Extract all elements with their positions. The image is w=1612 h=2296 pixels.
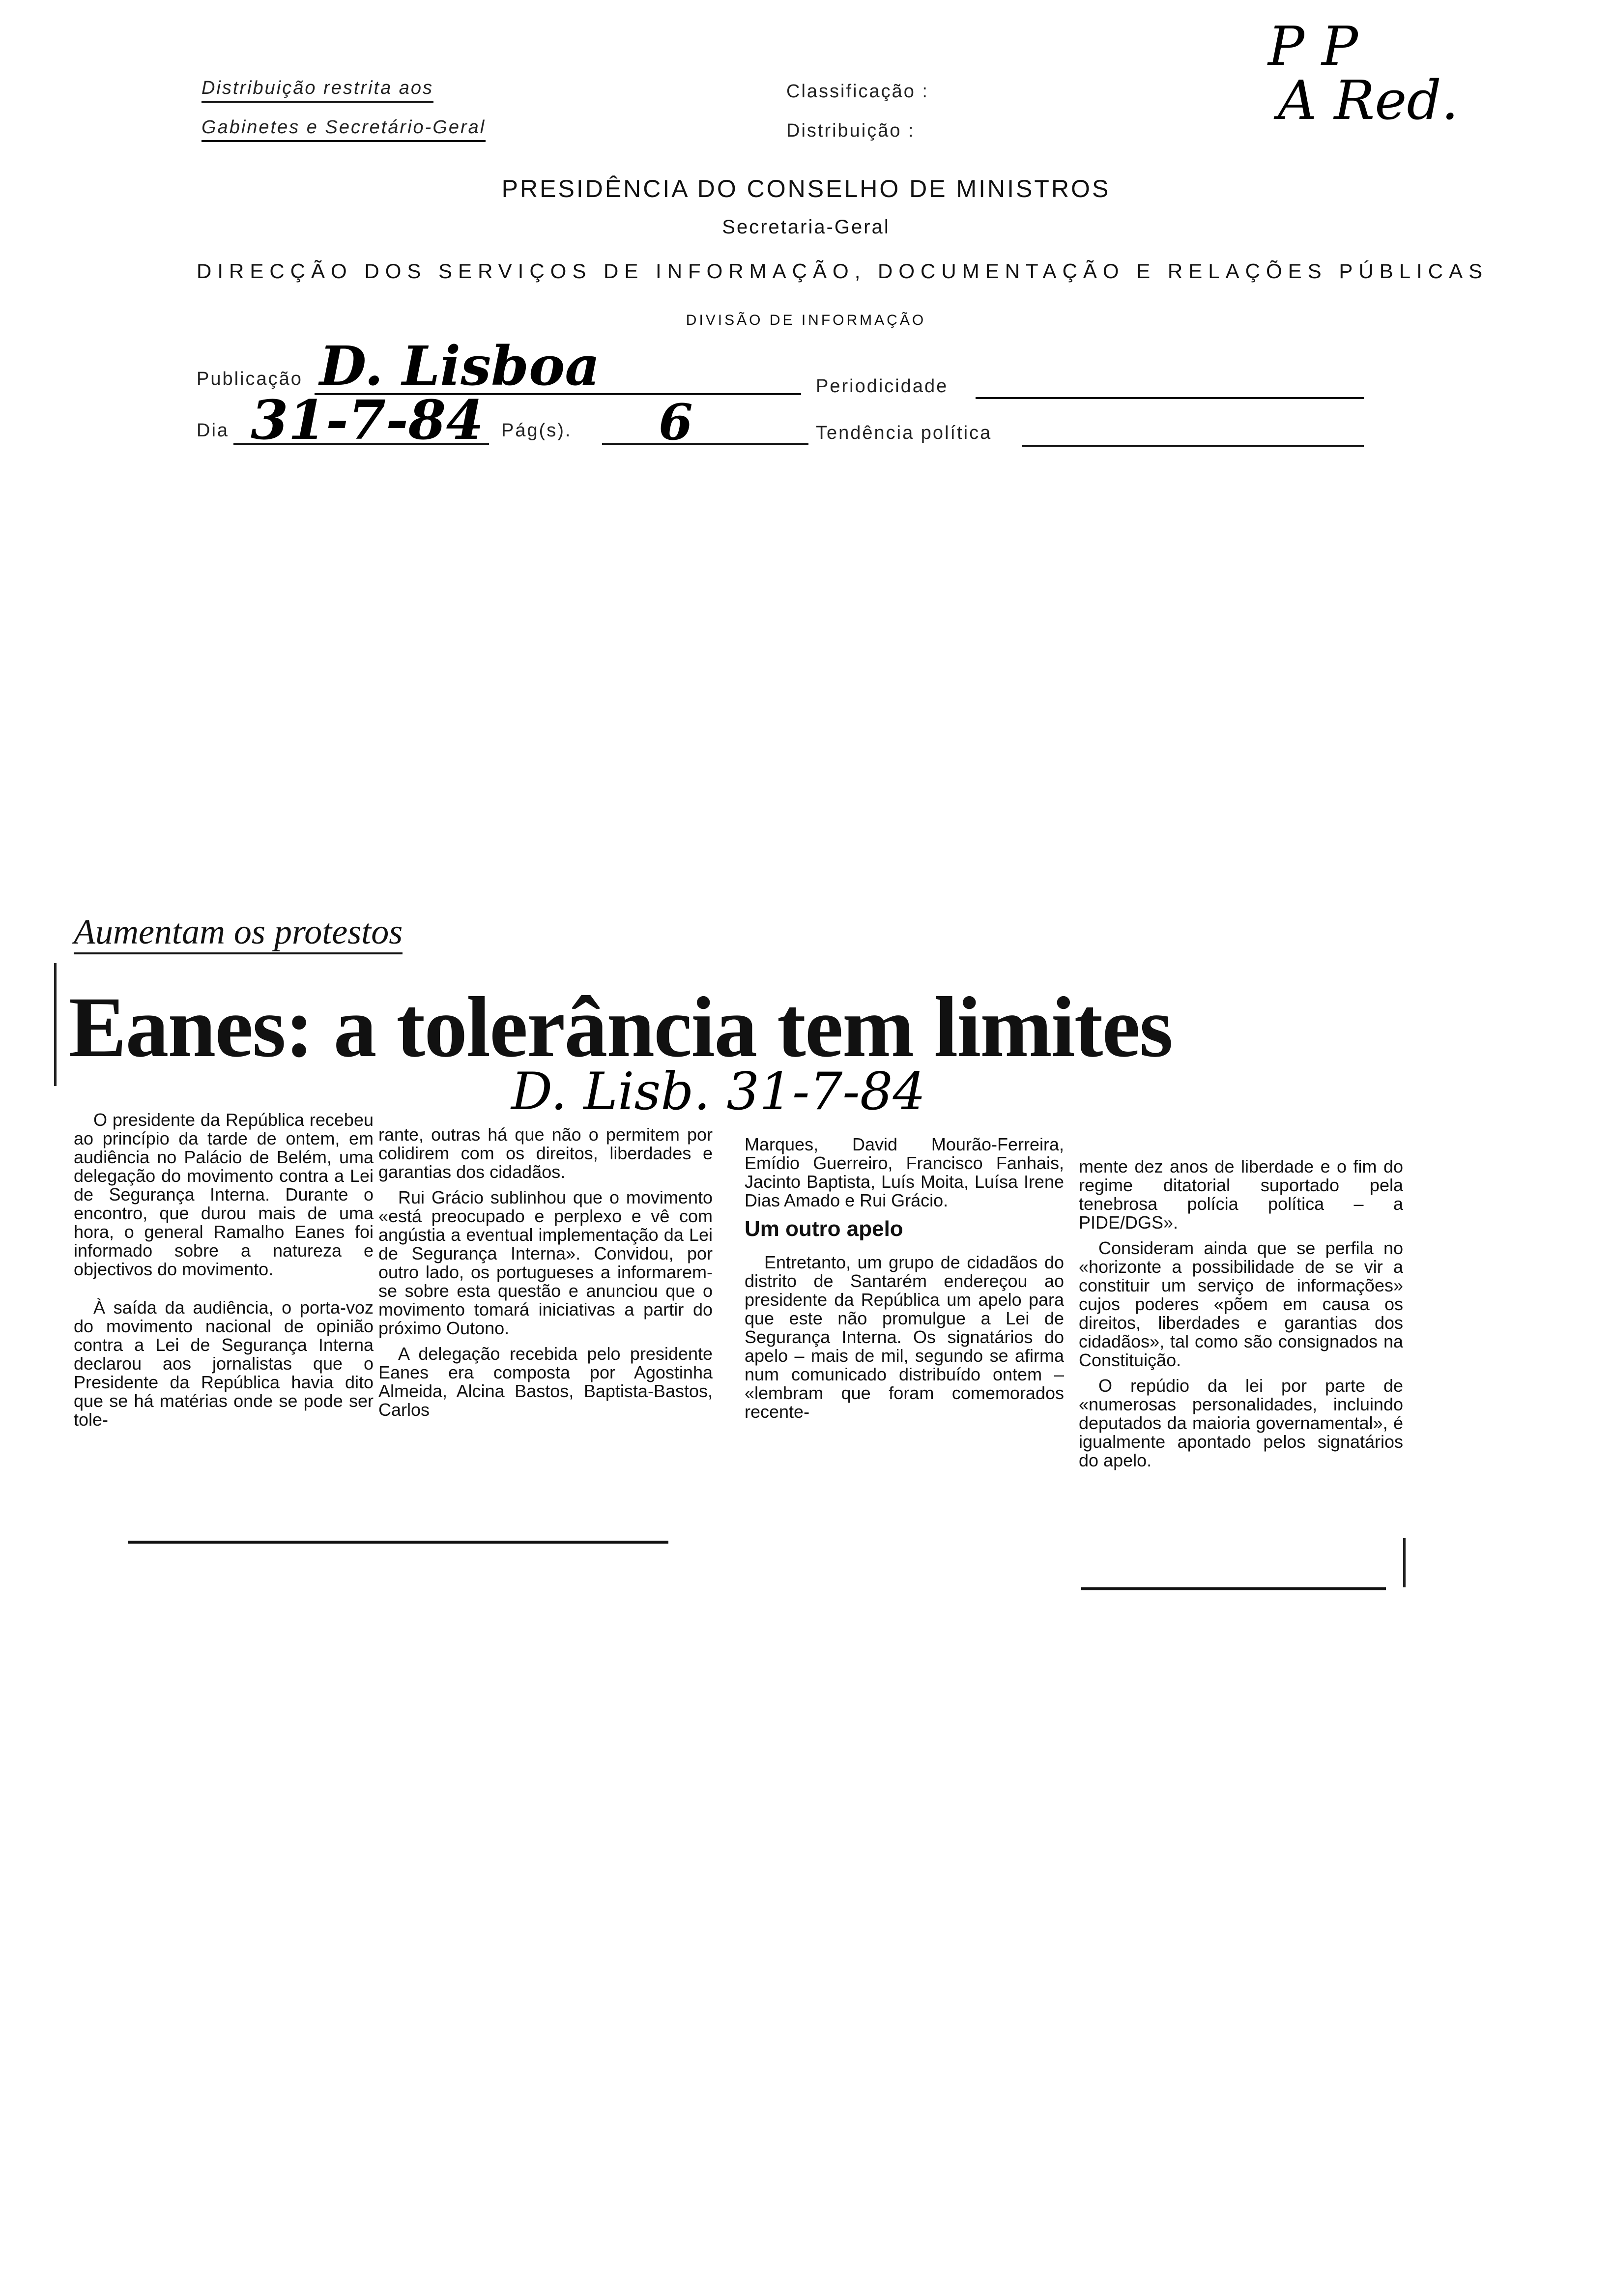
paragraph: Rui Grácio sublinhou que o movimento «está preocupado e perplexo e vê com angústia a eventual implementação da Lei de Segurança Interna». Convidou, por outro lado, os portugueses a informarem-se sobre esta questão e anunciou que o movimento tomará iniciativas a partir do próximo Outono.: [378, 1187, 713, 1338]
pag-line: [602, 443, 808, 445]
periodicidade-line: [976, 397, 1364, 399]
tendencia-label: Tendência política: [816, 423, 992, 443]
paragraph: Entretanto, um grupo de cidadãos do distrito de Santarém endereçou ao presidente da República um apelo para que este não promulgue a Lei de Segurança Interna. Os signatários do apelo – mais de mil, segundo se afirma num comunicado distribuído ontem – «lembram que foram comemorados recente-: [745, 1252, 1064, 1422]
subhead: Um outro apelo: [745, 1217, 903, 1241]
office-subtitle: Secretaria-Geral: [722, 216, 890, 238]
article-headline: Eanes: a tolerância tem limites: [69, 979, 1172, 1075]
pag-value: 6: [659, 393, 693, 451]
distribution-label: Distribuição :: [786, 120, 915, 141]
publicacao-value: D. Lisboa: [319, 334, 600, 398]
dia-value: 31-7-84: [251, 388, 484, 452]
article-column-3: [745, 1135, 1064, 1428]
dia-label: Dia: [197, 420, 230, 441]
office-title: PRESIDÊNCIA DO CONSELHO DE MINISTROS: [501, 175, 1111, 202]
paragraph: À saída da audiência, o porta-voz do movimento nacional de opinião contra a Lei de Segurança Interna declarou aos jornalistas que o Presidente da República havia dito que se há matérias onde se pode ser tole-: [74, 1297, 374, 1430]
article-column-2: [378, 1125, 713, 1426]
paragraph: Marques, David Mourão-Ferreira, Emídio Guerreiro, Francisco Fanhais, Jacinto Baptista, Luís Moita, Luísa Irene Dias Amado e Rui Grácio.: [745, 1134, 1064, 1210]
paragraph: A delegação recebida pelo presidente Eanes era composta por Agostinha Almeida, Alcina Bastos, Baptista-Bastos, Carlos: [378, 1344, 713, 1420]
article-column-1: [74, 1111, 374, 1436]
article-column-4: [1079, 1157, 1403, 1477]
distribution-line-1: Distribuição restrita aos: [202, 78, 433, 103]
dia-line: [233, 443, 489, 445]
article-kicker: Aumentam os protestos: [74, 912, 403, 954]
office-division: DIVISÃO DE INFORMAÇÃO: [686, 312, 926, 328]
pag-label: Pág(s).: [501, 420, 572, 441]
tendencia-line: [1022, 445, 1364, 447]
paragraph: Consideram ainda que se perfila no «horizonte a possibilidade de se vir a constituir um serviço de informações» cujos poderes «põem em causa os direitos, liberdades e garantias dos cidadãos», tal como são consignados na Constituição.: [1079, 1238, 1403, 1370]
paragraph: mente dez anos de liberdade e o fim do regime ditatorial suportado pela tenebrosa polícia política – a PIDE/DGS».: [1079, 1156, 1403, 1233]
article-right-rule: [1403, 1538, 1406, 1587]
office-directorate: DIRECÇÃO DOS SERVIÇOS DE INFORMAÇÃO, DOCUMENTAÇÃO E RELAÇÕES PÚBLICAS: [197, 259, 1489, 283]
paragraph: rante, outras há que não o permitem por colidirem com os direitos, liberdades e garantias dos cidadãos.: [378, 1124, 713, 1182]
article-bottom-rule-left: [128, 1541, 668, 1544]
handwritten-corner-2: A Red.: [1278, 69, 1459, 132]
handwritten-corner-1: P P: [1268, 15, 1358, 78]
paragraph: O repúdio da lei por parte de «numerosas personalidades, incluindo deputados da maioria governamental», é igualmente apontado pelos signatários do apelo.: [1079, 1376, 1403, 1470]
article-stamp: D. Lisb. 31-7-84: [511, 1062, 926, 1121]
classification-label: Classificação :: [786, 81, 929, 102]
paragraph: O presidente da República recebeu ao princípio da tarde de ontem, em audiência no Palácio de Belém, uma delegação do movimento contra a Lei de Segurança Interna. Durante o encontro, que durou mais de uma hora, o general Ramalho Eanes foi informado sobre a natureza e objectivos do movimento.: [74, 1110, 374, 1279]
distribution-line-2: Gabinetes e Secretário-Geral: [202, 117, 486, 142]
publicacao-label: Publicação: [197, 369, 303, 389]
article-bottom-rule-right: [1081, 1587, 1386, 1590]
article-left-rule: [54, 963, 57, 1086]
periodicidade-label: Periodicidade: [816, 376, 949, 397]
